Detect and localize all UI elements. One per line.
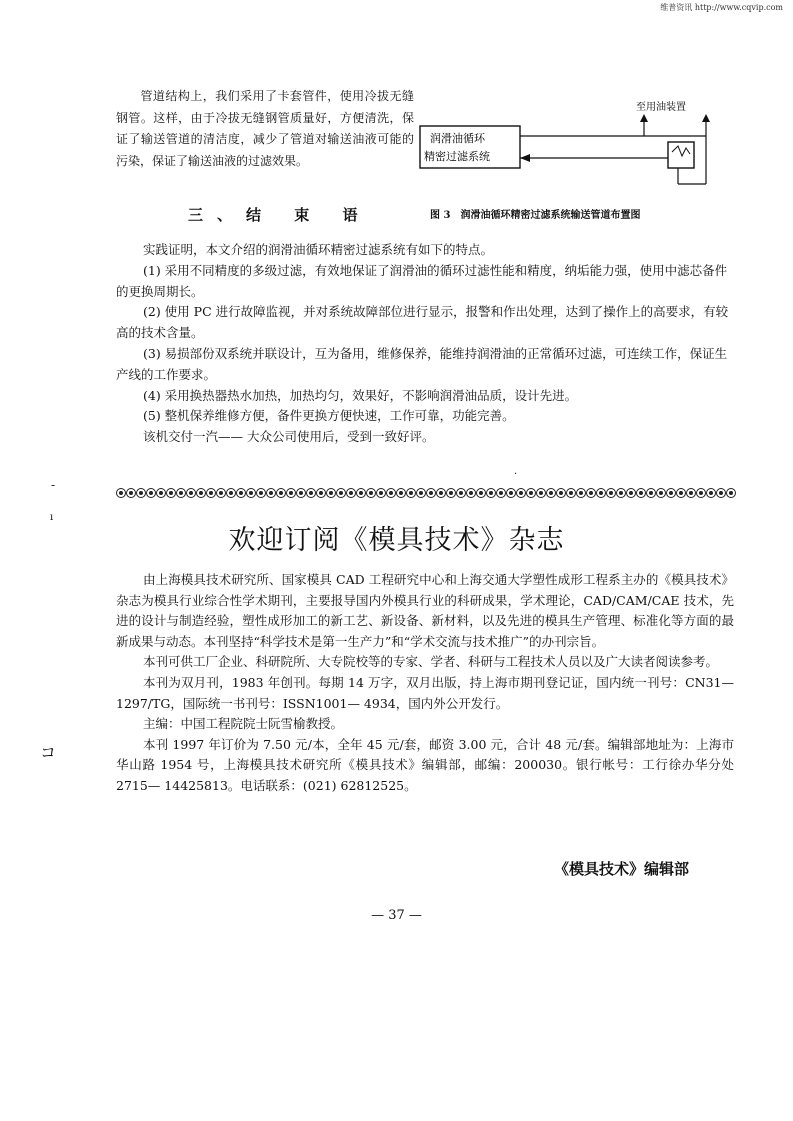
ornament-ring (166, 488, 176, 498)
ornament-ring (406, 488, 416, 498)
ornament-ring (566, 488, 576, 498)
conclusion-item: (3) 易损部份双系统并联设计，互为备用，维修保养，能维持润滑油的正常循环过滤，可连续工作，保证生产线的工作要求。 (116, 345, 728, 382)
conclusion-item: (5) 整机保养维修方便，备件更换方便快速，工作可靠，功能完善。 (143, 408, 515, 424)
ornament-ring (586, 488, 596, 498)
ornament-ring (726, 488, 736, 498)
ad-paragraph: 本刊 1997 年订价为 7.50 元/本，全年 45 元/套，邮资 3.00 元，合计 48 元/套。编辑部地址为：上海市华山路 1954 号，上海模具技术研究所《模具技术》编辑部，邮编：200030。银行帐号：工行徐办华分处 2715— 14425813。电话联系：(021) 62812525。 (116, 736, 734, 793)
ornament-ring (236, 488, 246, 498)
ornament-ring (396, 488, 406, 498)
stray-dot: . (514, 466, 518, 477)
ornament-ring (656, 488, 666, 498)
ad-paragraph: 本刊为双月刊，1983 年创刊。每期 14 万字，双月出版，持上海市期刊登记证，国内统一刊号：CN31— 1297/TG，国际统一书刊号：ISSN1001— 4934，国内外公开发行。 (116, 674, 734, 711)
heat-exchanger (668, 142, 694, 168)
return-arrow (520, 154, 530, 162)
ornament-ring (186, 488, 196, 498)
ornament-ring (676, 488, 686, 498)
conclusion-item: (1) 采用不同精度的多级过滤，有效地保证了润滑油的循环过滤性能和精度，纳垢能力强，使用中滤芯备件的更换周期长。 (116, 262, 728, 299)
box-label-line2: 精密过滤系统 (424, 150, 490, 163)
ornament-ring (276, 488, 286, 498)
margin-bracket: コ (40, 743, 57, 762)
ornament-ring (696, 488, 706, 498)
ornament-ring (556, 488, 566, 498)
ornament-ring (546, 488, 556, 498)
ornament-ring (686, 488, 696, 498)
ornament-ring (356, 488, 366, 498)
ornament-ring (206, 488, 216, 498)
ad-signature: 《模具技术》编辑部 (553, 860, 689, 878)
ornament-ring (616, 488, 626, 498)
ornament-ring (306, 488, 316, 498)
ad-body (116, 570, 734, 797)
section-heading: 三、结 束 语 (188, 206, 372, 224)
ornament-ring (176, 488, 186, 498)
ornament-ring (246, 488, 256, 498)
ad-paragraph: 主编：中国工程院院士阮雪榆教授。 (143, 716, 344, 732)
ornament-ring (596, 488, 606, 498)
ad-paragraph: 由上海模具技术研究所、国家模具 CAD 工程研究中心和上海交通大学塑性成形工程系主办的《模具技术》杂志为模具行业综合性学术期刊，主要报导国内外模具行业的科研成果，学术理论，CAD/CAM/CAE 技术，先进的设计与制造经验，塑性成形加工的新工艺、新设备、新材料，以及先进的模具生产管理、标准化等方面的最新成果与动态。本刊坚持“科学技术是第一生产力”和“学术交流与技术推广”的办刊宗旨。 (116, 572, 734, 649)
ornament-ring (706, 488, 716, 498)
ornament-ring (116, 488, 126, 498)
ornament-ring (136, 488, 146, 498)
ornament-ring (626, 488, 636, 498)
conclusion-section (116, 240, 734, 448)
ornament-ring (646, 488, 656, 498)
ornament-ring (486, 488, 496, 498)
top-paragraph-text: 管道结构上，我们采用了卡套管件，使用冷拔无缝钢管。这样，由于冷拔无缝钢管质量好，方便清洗，保证了输送管道的清洁度，减少了管道对输送油液可能的污染，保证了输送油液的过滤效果。 (116, 89, 414, 168)
conclusion-item: (2) 使用 PC 进行故障监视，并对系统故障部位进行显示，报警和作出处理，达到了操作上的高要求，有较高的技术含量。 (116, 304, 729, 341)
ornament-ring (506, 488, 516, 498)
top-paragraph (116, 86, 414, 172)
ornament-ring (286, 488, 296, 498)
ornament-ring (716, 488, 726, 498)
ornament-ring (496, 488, 506, 498)
heat-exchanger-coil (672, 146, 690, 156)
ornament-ring (266, 488, 276, 498)
margin-dash: - (51, 478, 56, 492)
up-arrow-left (640, 114, 648, 122)
ornament-ring (126, 488, 136, 498)
box-label-line1: 润滑油循环 (430, 132, 485, 145)
ornament-ring (326, 488, 336, 498)
ornament-ring (256, 488, 266, 498)
to-device-label: 至用油装置 (636, 102, 686, 113)
ornament-ring (426, 488, 436, 498)
ornament-ring (516, 488, 526, 498)
ad-title: 欢迎订阅《模具技术》杂志 (228, 525, 565, 556)
conclusion-item: (4) 采用换热器热水加热，加热均匀，效果好，不影响润滑油品质，设计先进。 (143, 387, 578, 403)
ornament-ring (456, 488, 466, 498)
ornament-ring (146, 488, 156, 498)
ornament-ring (316, 488, 326, 498)
ornament-ring (346, 488, 356, 498)
ornament-ring (416, 488, 426, 498)
ornament-ring (386, 488, 396, 498)
conclusion-intro: 实践证明，本文介绍的润滑油循环精密过滤系统有如下的特点。 (143, 242, 494, 257)
ornament-ring (476, 488, 486, 498)
ornament-divider (116, 488, 736, 500)
ornament-ring (156, 488, 166, 498)
figure-caption: 图 3 润滑油循环精密过滤系统输送管道布置图 (430, 210, 641, 221)
margin-tick: ı (50, 512, 54, 523)
page-number: — 37 — (371, 908, 422, 923)
ornament-ring (226, 488, 236, 498)
ornament-ring (576, 488, 586, 498)
ornament-ring (606, 488, 616, 498)
watermark: 维普资讯 http://www.cqvip.com (660, 3, 783, 12)
ornament-ring (526, 488, 536, 498)
ornament-ring (666, 488, 676, 498)
ornament-ring (376, 488, 386, 498)
ornament-ring (466, 488, 476, 498)
ornament-ring (296, 488, 306, 498)
ornament-ring (336, 488, 346, 498)
conclusion-closing: 该机交付一汽—— 大众公司使用后，受到一致好评。 (143, 429, 435, 445)
ornament-ring (366, 488, 376, 498)
ornament-ring (196, 488, 206, 498)
ornament-ring (446, 488, 456, 498)
ornament-ring (536, 488, 546, 498)
ornament-ring (216, 488, 226, 498)
up-arrow-right (702, 114, 710, 122)
ad-paragraph: 本刊可供工厂企业、科研院所、大专院校等的专家、学者、科研与工程技术人员以及广大读者阅读参考。 (143, 654, 719, 670)
ornament-ring (436, 488, 446, 498)
pipeline-figure (418, 92, 728, 212)
ornament-ring (636, 488, 646, 498)
